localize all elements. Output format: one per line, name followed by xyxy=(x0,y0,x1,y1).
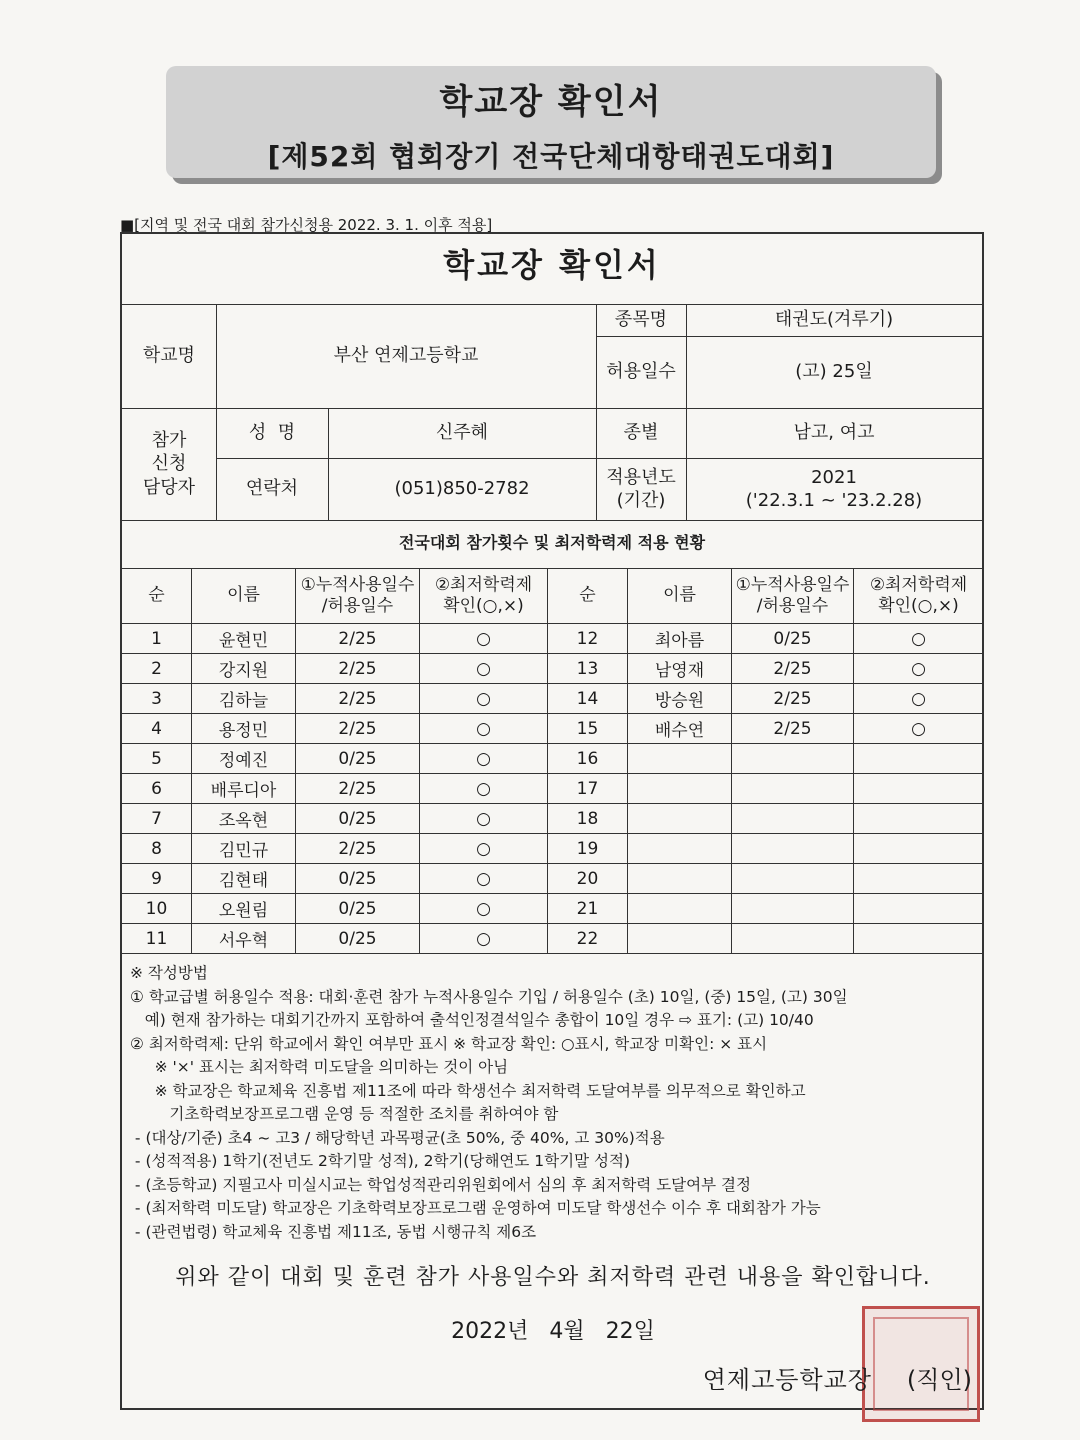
student-name: 서우혁 xyxy=(192,924,296,954)
method-line: - (대상/기준) 초4 ~ 고3 / 해당학년 과목평균(초 50%, 중 40%, 고 30%)적용 xyxy=(130,1128,665,1147)
students-table xyxy=(121,568,984,954)
table-row xyxy=(122,714,984,744)
section-title: 전국대회 참가횟수 및 최저학력제 적용 현황 xyxy=(398,533,706,552)
seal-label: (직인) xyxy=(906,1366,972,1394)
student-mark: ○ xyxy=(420,774,548,804)
method-line: ② 최저학력제: 단위 학교에서 확인 여부만 표시 ※ 학교장 확인: ○표시, 학교장 미확인: × 표시 xyxy=(130,1034,768,1053)
table-row xyxy=(122,834,984,864)
student-no: 22 xyxy=(548,924,628,954)
table-row xyxy=(122,924,984,954)
student-days: 2/25 xyxy=(296,714,420,744)
student-days: 2/25 xyxy=(296,684,420,714)
student-mark xyxy=(854,804,984,834)
student-no: 3 xyxy=(122,684,192,714)
gender-value: 남고, 여고 xyxy=(793,422,875,444)
school-label: 학교명 xyxy=(142,345,196,367)
student-mark xyxy=(854,744,984,774)
student-days: 2/25 xyxy=(732,654,854,684)
student-mark: ○ xyxy=(854,624,984,654)
student-name: 조옥현 xyxy=(192,804,296,834)
student-no: 14 xyxy=(548,684,628,714)
student-mark: ○ xyxy=(420,684,548,714)
student-name xyxy=(628,894,732,924)
student-no: 8 xyxy=(122,834,192,864)
student-mark xyxy=(854,834,984,864)
banner-title: 학교장 확인서 xyxy=(439,82,663,122)
table-header-row xyxy=(122,569,984,624)
student-mark xyxy=(854,924,984,954)
student-days xyxy=(732,894,854,924)
student-no: 11 xyxy=(122,924,192,954)
student-mark: ○ xyxy=(420,714,548,744)
school-value: 부산 연제고등학교 xyxy=(333,345,479,367)
student-days: 2/25 xyxy=(296,774,420,804)
student-no: 7 xyxy=(122,804,192,834)
student-days: 2/25 xyxy=(296,654,420,684)
contact-label: 연락처 xyxy=(245,478,299,500)
student-no: 6 xyxy=(122,774,192,804)
table-row xyxy=(122,894,984,924)
year-value: 2021 ('22.3.1 ~ '23.2.28) xyxy=(745,466,923,511)
student-no: 2 xyxy=(122,654,192,684)
student-name: 윤현민 xyxy=(192,624,296,654)
student-no: 13 xyxy=(548,654,628,684)
student-mark: ○ xyxy=(420,744,548,774)
banner-subtitle: [제52회 협회장기 전국단체대항태권도대회] xyxy=(267,140,835,173)
student-no: 10 xyxy=(122,894,192,924)
student-mark: ○ xyxy=(420,624,548,654)
header-name: 이름 xyxy=(628,569,732,624)
student-name: 김현태 xyxy=(192,864,296,894)
name-label: 성 명 xyxy=(248,422,296,444)
student-days: 0/25 xyxy=(296,864,420,894)
student-name: 강지원 xyxy=(192,654,296,684)
student-no: 17 xyxy=(548,774,628,804)
method-line: 예) 현재 참가하는 대회기간까지 포함하여 출석인정결석일수 총합이 10일 경우 ⇨ 표기: (고) 10/40 xyxy=(130,1011,814,1029)
student-days: 2/25 xyxy=(296,624,420,654)
student-name xyxy=(628,804,732,834)
student-days xyxy=(732,804,854,834)
method-line: ※ '×' 표시는 최저학력 미도달을 의미하는 것이 아님 xyxy=(130,1058,509,1076)
applicant-label: 참가 신청 담당자 xyxy=(142,429,196,498)
student-mark: ○ xyxy=(420,804,548,834)
gender-label: 종별 xyxy=(623,422,659,444)
student-name: 남영재 xyxy=(628,654,732,684)
student-name: 배루디아 xyxy=(192,774,296,804)
event-label: 종목명 xyxy=(614,309,668,331)
student-mark: ○ xyxy=(854,714,984,744)
student-days: 2/25 xyxy=(732,714,854,744)
contact-value: (051)850-2782 xyxy=(394,478,530,500)
student-days xyxy=(732,744,854,774)
student-days xyxy=(732,834,854,864)
student-no: 19 xyxy=(548,834,628,864)
header-no: 순 xyxy=(122,569,192,624)
student-mark: ○ xyxy=(420,834,548,864)
method-line: - (초등학교) 지필고사 미실시교는 학업성적관리위원회에서 심의 후 최저학력 도달여부 결정 xyxy=(130,1175,751,1194)
method-line: - (최저학력 미도달) 학교장은 기초학력보장프로그램 운영하여 미도달 학생선수 이수 후 대회참가 가능 xyxy=(130,1199,821,1217)
student-no: 21 xyxy=(548,894,628,924)
student-no: 18 xyxy=(548,804,628,834)
table-row xyxy=(122,684,984,714)
student-name: 오원림 xyxy=(192,894,296,924)
method-line: ※ 작성방법 xyxy=(130,964,208,982)
header-min: ②최저학력제 확인(○,×) xyxy=(420,569,548,624)
student-mark: ○ xyxy=(420,654,548,684)
confirmation-statement: 위와 같이 대회 및 훈련 참가 사용일수와 최저학력 관련 내용을 확인합니다. xyxy=(175,1265,931,1290)
student-name xyxy=(628,834,732,864)
student-days: 0/25 xyxy=(296,804,420,834)
allowed-label: 허용일수 xyxy=(606,361,676,383)
table-row xyxy=(122,654,984,684)
student-mark: ○ xyxy=(420,924,548,954)
student-no: 20 xyxy=(548,864,628,894)
student-mark xyxy=(854,894,984,924)
student-name: 용정민 xyxy=(192,714,296,744)
student-days xyxy=(732,774,854,804)
student-days: 0/25 xyxy=(296,744,420,774)
student-name: 정예진 xyxy=(192,744,296,774)
name-value: 신주혜 xyxy=(435,422,489,444)
table-row xyxy=(122,774,984,804)
table-row xyxy=(122,804,984,834)
header-days: ①누적사용일수 /허용일수 xyxy=(732,569,854,624)
title-banner xyxy=(166,66,936,178)
student-days xyxy=(732,864,854,894)
student-name: 김하늘 xyxy=(192,684,296,714)
table-row xyxy=(122,864,984,894)
allowed-value: (고) 25일 xyxy=(795,361,873,383)
header-no: 순 xyxy=(548,569,628,624)
form-title: 학교장 확인서 xyxy=(443,246,661,284)
student-days xyxy=(732,924,854,954)
table-row xyxy=(122,744,984,774)
student-name xyxy=(628,774,732,804)
student-name: 배수연 xyxy=(628,714,732,744)
student-mark: ○ xyxy=(420,894,548,924)
year-label: 적용년도 (기간) xyxy=(606,466,676,511)
student-days: 0/25 xyxy=(296,924,420,954)
student-no: 9 xyxy=(122,864,192,894)
method-line: 기초학력보장프로그램 운영 등 적절한 조치를 취하여야 함 xyxy=(130,1105,559,1123)
student-name xyxy=(628,744,732,774)
principal-name: 연제고등학교장 xyxy=(702,1366,872,1394)
student-mark: ○ xyxy=(420,864,548,894)
student-no: 1 xyxy=(122,624,192,654)
applicability-note: ■[지역 및 전국 대회 참가신청용 2022. 3. 1. 이후 적용] xyxy=(120,216,493,234)
header-days: ①누적사용일수 /허용일수 xyxy=(296,569,420,624)
event-value: 태권도(겨루기) xyxy=(774,309,894,331)
student-name: 방승원 xyxy=(628,684,732,714)
method-line: - (성적적용) 1학기(전년도 2학기말 성적), 2학기(당해연도 1학기말 성적) xyxy=(130,1152,630,1170)
method-line: ① 학교급별 허용일수 적용: 대회·훈련 참가 누적사용일수 기입 / 허용일수 (초) 10일, (중) 15일, (고) 30일 xyxy=(130,987,848,1006)
issue-date: 2022년 4월 22일 xyxy=(451,1319,655,1344)
student-mark xyxy=(854,864,984,894)
student-days: 2/25 xyxy=(296,834,420,864)
student-days: 2/25 xyxy=(732,684,854,714)
student-name: 최아름 xyxy=(628,624,732,654)
student-mark: ○ xyxy=(854,654,984,684)
method-line: ※ 학교장은 학교체육 진흥법 제11조에 따라 학생선수 최저학력 도달여부를 의무적으로 확인하고 xyxy=(130,1081,806,1100)
student-no: 5 xyxy=(122,744,192,774)
student-name xyxy=(628,924,732,954)
student-no: 15 xyxy=(548,714,628,744)
student-days: 0/25 xyxy=(732,624,854,654)
student-mark: ○ xyxy=(854,684,984,714)
table-row xyxy=(122,624,984,654)
student-name xyxy=(628,864,732,894)
header-min: ②최저학력제 확인(○,×) xyxy=(854,569,984,624)
method-line: - (관련법령) 학교체육 진흥법 제11조, 동법 시행규칙 제6조 xyxy=(130,1222,537,1241)
student-no: 12 xyxy=(548,624,628,654)
header-name: 이름 xyxy=(192,569,296,624)
student-name: 김민규 xyxy=(192,834,296,864)
student-mark xyxy=(854,774,984,804)
student-days: 0/25 xyxy=(296,894,420,924)
student-no: 4 xyxy=(122,714,192,744)
writing-method xyxy=(130,962,980,1244)
student-no: 16 xyxy=(548,744,628,774)
confirmation-form xyxy=(120,232,984,1410)
